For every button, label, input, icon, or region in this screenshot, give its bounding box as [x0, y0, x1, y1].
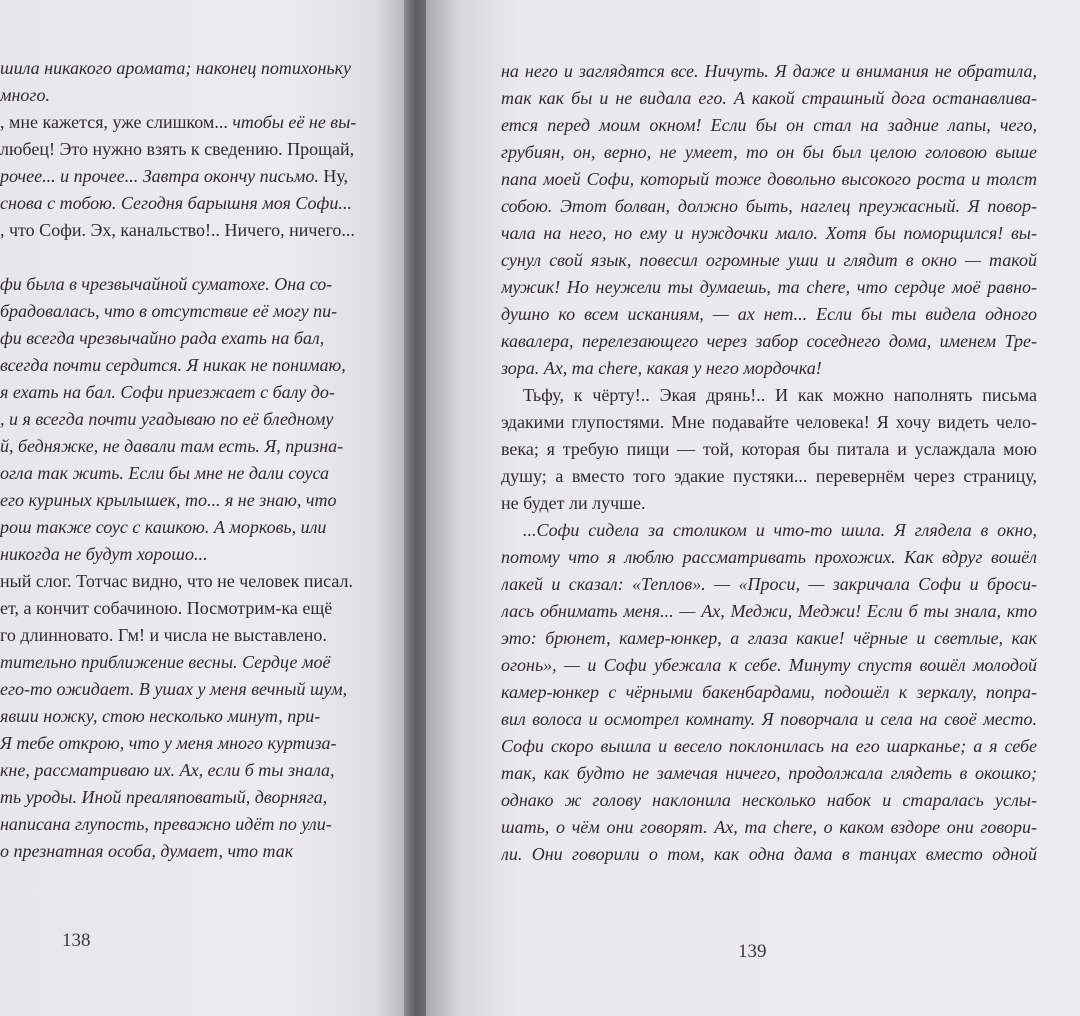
text-line	[0, 379, 402, 406]
text-run: душно ко всем исканиям, — ах нет... Если бы ты видела одного	[501, 304, 1037, 324]
text-line	[0, 55, 402, 82]
text-line	[0, 811, 402, 838]
text-run: го длинновато. Гм! и числа не выставлено.	[0, 625, 327, 645]
text-run: никогда не будут хорошо...	[0, 544, 208, 564]
text-line	[501, 139, 1037, 166]
text-line	[0, 217, 402, 244]
text-run: й, бедняжке, не давали там есть. Я, призна-	[0, 436, 344, 456]
text-run: душу; а вместо того эдакие пустяки... перевернём через страницу,	[501, 466, 1037, 486]
text-line	[501, 328, 1037, 355]
text-run: написана глупость, преважно идёт по ули-	[0, 814, 332, 834]
text-line	[501, 517, 1037, 544]
left-page-text	[0, 55, 402, 865]
text-line	[501, 112, 1037, 139]
text-line	[0, 541, 402, 568]
text-line	[501, 274, 1037, 301]
text-line	[0, 163, 402, 190]
text-line	[0, 352, 402, 379]
text-run: однако ж голову наклонила несколько набок и старалась услы-	[501, 790, 1037, 810]
text-run: ...Софи сидела за столиком и что-то шила. Я глядела в окно,	[523, 520, 1037, 540]
right-page-number: 139	[738, 941, 767, 962]
text-run: шила никакого аромата; наконец потихоньку	[0, 58, 351, 78]
text-line	[0, 514, 402, 541]
text-line	[501, 247, 1037, 274]
text-run: эдакими глупостями. Мне подавайте человека! Я хочу видеть чело-	[501, 412, 1037, 432]
text-line	[0, 460, 402, 487]
text-run: Тьфу, к чёрту!.. Экая дрянь!.. И как можно наполнять письма	[523, 385, 1037, 405]
text-run: чала на него, но ему и нуждочки мало. Хотя бы поморщился! вы-	[501, 223, 1037, 243]
text-run: , и я всегда почти угадываю по её бледному	[0, 409, 334, 429]
text-line	[501, 625, 1037, 652]
text-line	[0, 730, 402, 757]
text-line	[0, 136, 402, 163]
text-line	[501, 166, 1037, 193]
text-run: это: брюнет, камер-юнкер, а глаза какие! чёрные и светлые, как	[501, 628, 1037, 648]
text-run: Софи скоро вышла и весело поклонилась на его шарканье; а я себе	[501, 736, 1037, 756]
text-line	[0, 784, 402, 811]
text-run: лась обнимать меня... — Ах, Меджи, Меджи! Если б ты знала, кто	[501, 601, 1037, 621]
text-line	[0, 487, 402, 514]
left-page-number: 138	[62, 930, 91, 951]
text-run: рош также соус с кашкою. А морковь, или	[0, 517, 327, 537]
text-line	[501, 463, 1037, 490]
text-line	[501, 409, 1037, 436]
text-run: рочее... и прочее... Завтра окончу письмо.	[0, 166, 319, 186]
text-run: я ехать на бал. Софи приезжает с балу до-	[0, 382, 335, 402]
text-run: Я тебе открою, что у меня много куртиза-	[0, 733, 337, 753]
text-line	[0, 703, 402, 730]
text-run: любец! Это нужно взять к сведению. Прощай,	[0, 139, 355, 159]
text-run: , что Софи. Эх, канальство!.. Ничего, ничего...	[0, 220, 355, 240]
text-line	[0, 433, 402, 460]
text-run: фи всегда чрезвычайно рада ехать на бал,	[0, 328, 325, 348]
text-run: явши ножку, стою несколько минут, при-	[0, 706, 321, 726]
text-run: так, как будто не замечая ничего, продолжала глядеть в окошко;	[501, 763, 1037, 783]
text-line	[501, 652, 1037, 679]
text-line	[501, 814, 1037, 841]
text-run: не будет ли лучше.	[501, 493, 646, 513]
text-line	[501, 571, 1037, 598]
text-run: ть уроды. Иной преаляповатый, дворняга,	[0, 787, 328, 807]
text-line	[501, 490, 1037, 517]
text-run: огла так жить. Если бы мне не дали соуса	[0, 463, 329, 483]
text-line	[501, 301, 1037, 328]
text-line	[501, 193, 1037, 220]
text-run: его куриных крылышек, то... я не знаю, что	[0, 490, 337, 510]
text-line	[501, 787, 1037, 814]
text-run: его-то ожидает. В ушах у меня вечный шум,	[0, 679, 348, 699]
text-run: зора. Ах, ma chere, какая у него мордочка!	[501, 358, 822, 378]
text-line	[501, 85, 1037, 112]
text-line	[501, 679, 1037, 706]
left-page	[0, 0, 408, 1016]
text-run: на него и заглядятся все. Ничуть. Я даже и внимания не обратила,	[501, 61, 1037, 81]
text-run: ный слог. Тотчас видно, что не человек писал.	[0, 571, 353, 591]
text-run: кавалера, перелезающего через забор соседнего дома, именем Тре-	[501, 331, 1037, 351]
text-run: папа моей Софи, который тоже довольно высокого роста и толст	[501, 169, 1037, 189]
text-run: брадовалась, что в отсутствие её могу пи-	[0, 301, 338, 321]
text-line	[0, 271, 402, 298]
text-run: века; я требую пищи — той, которая бы питала и услаждала мою	[501, 439, 1037, 459]
text-line	[501, 220, 1037, 247]
text-line	[0, 406, 402, 433]
text-run: шать, о чём они говорят. Ах, ma chere, о каком вздоре они говори-	[501, 817, 1037, 837]
text-line	[0, 325, 402, 352]
text-run: так как бы и не видала его. А какой страшный дога останавлива-	[501, 88, 1037, 108]
text-run: лакей и сказал: «Теплов». — «Проси, — закричала Софи и броси-	[501, 574, 1037, 594]
text-run: сунул свой язык, повесил огромные уши и глядит в окно — такой	[501, 250, 1037, 270]
text-run: чтобы её не вы-	[227, 112, 357, 132]
text-run: фи была в чрезвычайной суматохе. Она со-	[0, 274, 333, 294]
right-page-text	[501, 58, 1037, 868]
text-line	[0, 622, 402, 649]
text-run: о презнатная особа, думает, что так	[0, 841, 294, 861]
text-line	[0, 757, 402, 784]
text-line	[0, 298, 402, 325]
text-line	[0, 676, 402, 703]
text-line	[501, 733, 1037, 760]
text-run: много.	[0, 85, 50, 105]
text-line	[501, 355, 1037, 382]
text-line	[501, 760, 1037, 787]
text-line	[501, 598, 1037, 625]
text-line	[501, 58, 1037, 85]
text-line	[0, 190, 402, 217]
text-line	[501, 436, 1037, 463]
text-run: тительно приближение весны. Сердце моё	[0, 652, 331, 672]
text-line	[501, 544, 1037, 571]
text-run: потому что я люблю рассматривать прохожих. Как вдруг вошёл	[501, 547, 1037, 567]
text-line	[501, 841, 1037, 868]
text-run: грубиян, он, верно, не умеет, то он бы был целою головою выше	[501, 142, 1037, 162]
text-line	[0, 568, 402, 595]
text-run: собою. Этот болван, должно быть, наглец преужасный. Я повор-	[501, 196, 1037, 216]
text-line	[0, 838, 402, 865]
text-run: снова с тобою. Сегодня барышня моя Софи...	[0, 193, 352, 213]
text-line	[0, 82, 402, 109]
text-run: кне, рассматриваю их. Ах, если б ты знала,	[0, 760, 335, 780]
text-line	[501, 382, 1037, 409]
text-line	[501, 706, 1037, 733]
text-run: вил волоса и осмотрел комнату. Я поворчала и села на своё место.	[501, 709, 1037, 729]
text-run: камер-юнкер с чёрными бакенбардами, подошёл к зеркалу, попра-	[501, 682, 1037, 702]
text-run: мужик! Но неужели ты думаешь, ma chere, что сердце моё равно-	[501, 277, 1037, 297]
text-run: , мне кажется, уже слишком...	[0, 112, 228, 132]
text-run: ли. Они говорили о том, как одна дама в танцах вместо одной	[501, 844, 1037, 864]
text-run: огонь», — и Софи убежала к себе. Минуту спустя вошёл молодой	[501, 655, 1037, 675]
text-line	[0, 595, 402, 622]
text-line	[0, 109, 402, 136]
text-run: ет, а кончит собачиною. Посмотрим-ка ещё	[0, 598, 333, 618]
text-run: ется перед моим окном! Если бы он стал на задние лапы, чего,	[501, 115, 1037, 135]
text-line	[0, 244, 402, 271]
text-run: всегда почти сердится. Я никак не понимаю,	[0, 355, 346, 375]
text-line	[0, 649, 402, 676]
text-run: Ну,	[318, 166, 349, 186]
